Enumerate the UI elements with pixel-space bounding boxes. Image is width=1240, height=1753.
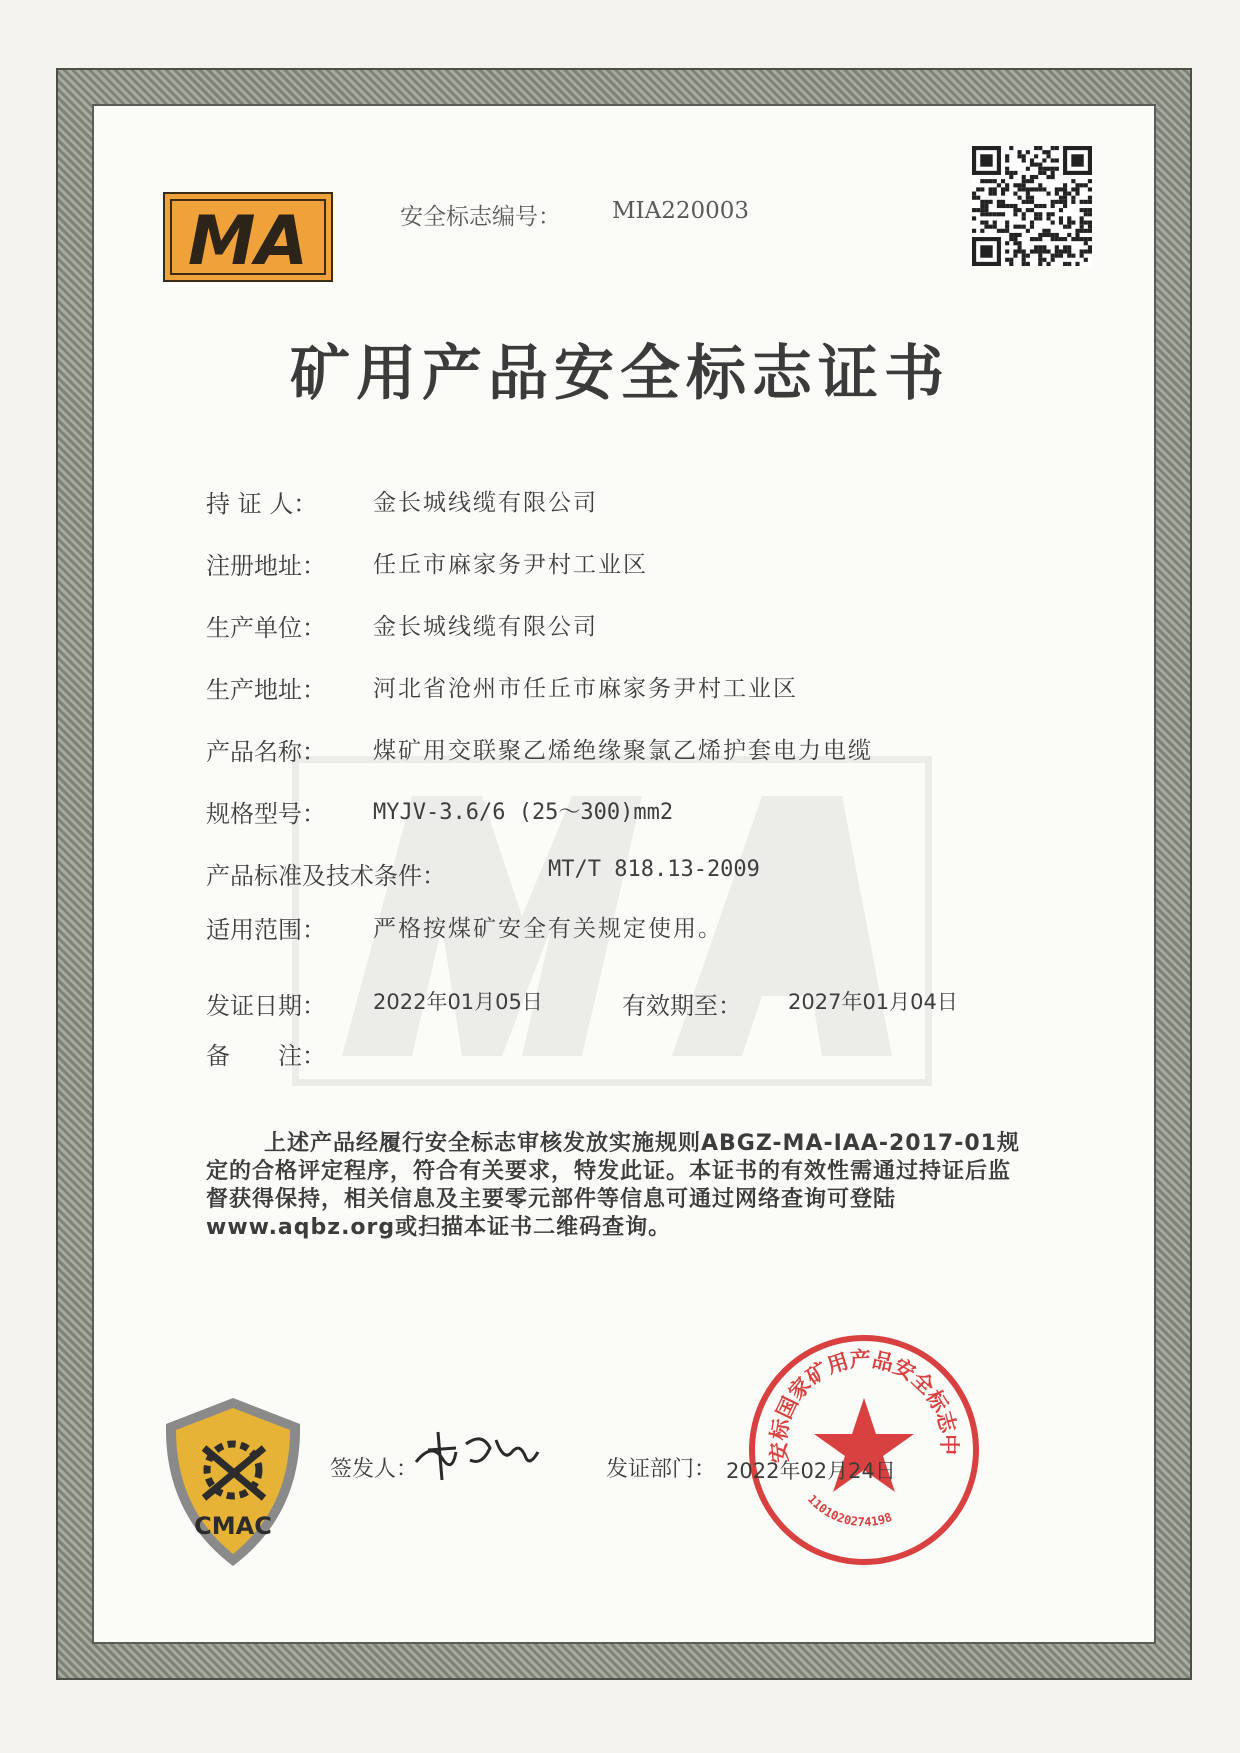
model-spec-label: 规格型号：	[206, 800, 326, 828]
cmac-emblem	[160, 1394, 306, 1570]
issue-date-label: 发证日期：	[206, 992, 326, 1020]
cmac-text: CMAC	[194, 1512, 272, 1540]
remarks-label: 备 注：	[206, 1042, 326, 1070]
seal-number: 1101020274198	[804, 1492, 894, 1530]
registered-address-label: 注册地址：	[206, 552, 326, 580]
svg-text:1101020274198	[805, 1492, 894, 1529]
ma-logo	[163, 192, 333, 282]
qr-code[interactable]	[972, 146, 1092, 266]
holder-value: 金长城线缆有限公司	[373, 490, 598, 516]
issuer-label: 发证部门：	[606, 1457, 717, 1482]
registered-address-value: 任丘市麻家务尹村工业区	[373, 552, 648, 578]
valid-until-value: 2027年01月04日	[788, 990, 958, 1014]
scope-value: 严格按煤矿安全有关规定使用。	[373, 916, 723, 942]
signer-label: 签发人：	[330, 1457, 419, 1482]
certificate-title: 矿用产品安全标志证书	[290, 339, 950, 409]
holder-label: 持 证 人：	[206, 490, 318, 518]
certificate-statement: 上述产品经履行安全标志审核发放实施规则ABGZ-MA-IAA-2017-01规定的合格评定程序，符合有关要求，特发此证。本证书的有效性需通过持证后监督获得保持，相关信息及主要零元部件等信息可通过网络查询可登陆www.aqbz.org或扫描本证书二维码查询。	[206, 1131, 1020, 1240]
standard-value: MT/T 818.13-2009	[548, 857, 760, 882]
model-spec-value: MYJV-3.6/6 (25～300)mm2	[373, 800, 674, 825]
production-address-label: 生产地址：	[206, 676, 326, 704]
manufacturer-label: 生产单位：	[206, 614, 326, 642]
serial-label: 安全标志编号：	[400, 204, 561, 230]
signature	[412, 1422, 542, 1486]
manufacturer-value: 金长城线缆有限公司	[373, 614, 598, 640]
serial-number: MIA220003	[612, 198, 750, 224]
valid-until-label: 有效期至：	[622, 992, 742, 1020]
ma-logo-text: MA	[187, 202, 309, 281]
seal-text: 安标国家矿用产品安全标志中	[766, 1347, 962, 1465]
official-seal	[744, 1330, 984, 1570]
issue-date-value: 2022年01月05日	[373, 990, 543, 1014]
product-name-label: 产品名称：	[206, 738, 326, 766]
scope-label: 适用范围：	[206, 916, 326, 944]
product-name-value: 煤矿用交联聚乙烯绝缘聚氯乙烯护套电力电缆	[373, 738, 873, 764]
standard-label: 产品标准及技术条件：	[206, 862, 446, 890]
production-address-value: 河北省沧州市任丘市麻家务尹村工业区	[373, 676, 798, 702]
issue-stamp-date: 2022年02月24日	[726, 1459, 896, 1483]
